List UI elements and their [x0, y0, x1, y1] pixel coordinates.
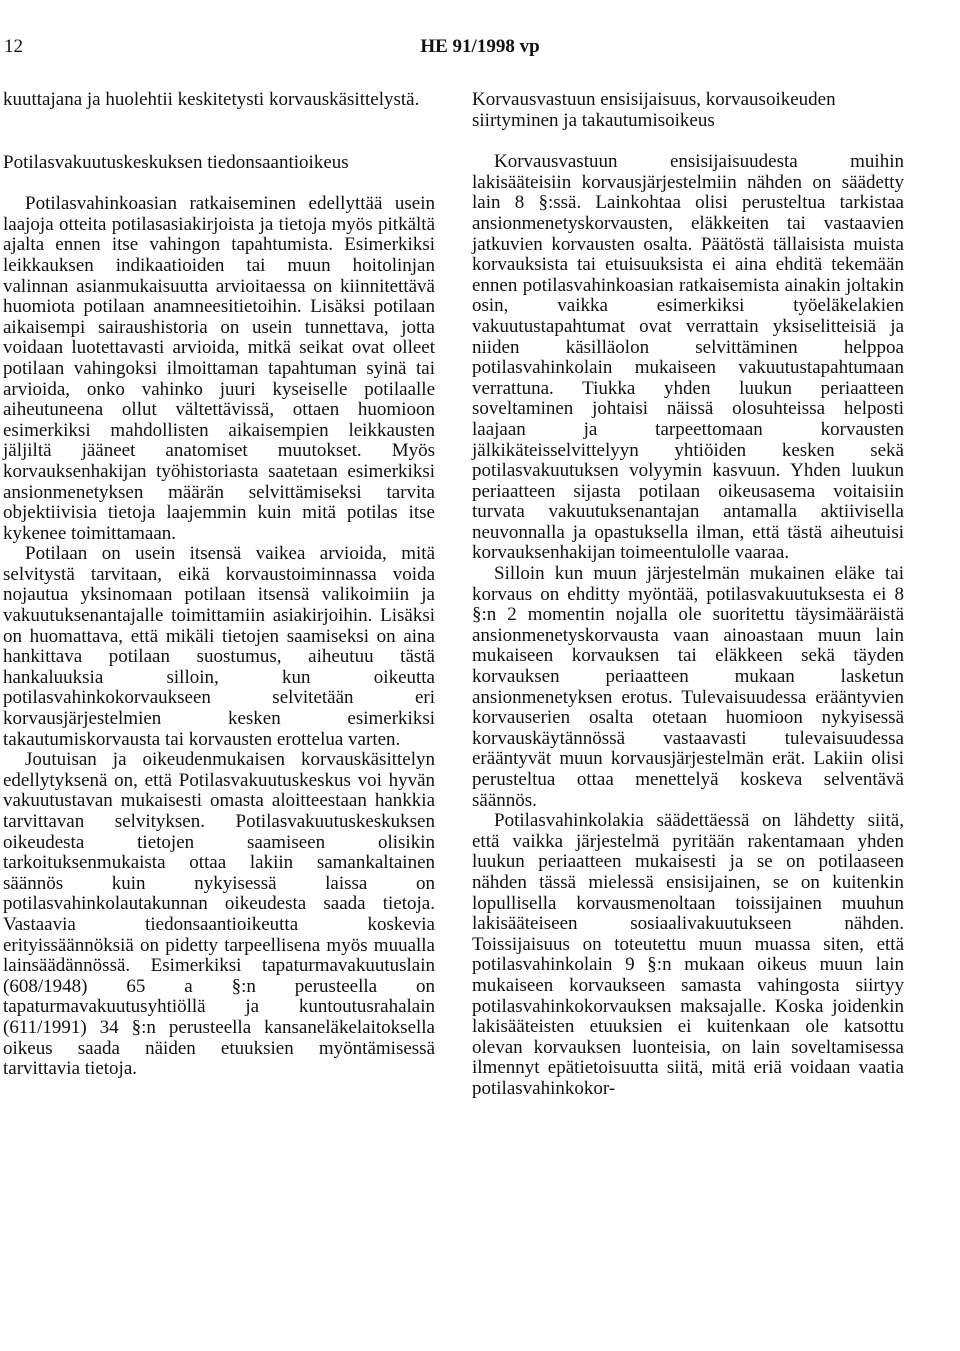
- body-paragraph: Silloin kun muun järjestelmän mukainen eläke tai korvaus on ehditty myöntää, potilasvakuutuksesta ei 8 §:n 2 momentin nojalla ole suoritettu täysimääräistä ansionmenetyskorvausta vaan ainoastaan muun lain mukaiseen korvauksen tai eläkkeen sekä täyden korvauksen periaatteen mukaan lasketun ansionmenetyksen erotus. Tulevaisuudessa erääntyvien korvauserien osalta otetaan huomioon nykyisessä korvauskäytännössä vastaavasti tulevaisuudessa erääntyvät muun korvausjärjestelmän erät. Lakiin olisi perusteltua ottaa menettelyä koskeva selventävä säännös.: [472, 563, 904, 811]
- body-paragraph: Potilaan on usein itsensä vaikea arvioida, mitä selvitystä tarvitaan, eikä korvaustoiminnassa voida nojautua yksinomaan potilaan itsensä valikoimiin ja vakuutuksenantajalle toimittamiin asiakirjoihin. Lisäksi on huomattava, että mikäli tietojen saamiseksi on aina hankittava potilaan suostumus, aiheutuu tästä hankaluuksia silloin, kun oikeutta potilasvahinkokorvaukseen selvitetään eri korvausjärjestelmien kesken esimerkiksi takautumiskorvausta tai korvausten erottelua varten.: [3, 543, 435, 750]
- body-paragraph: Joutuisan ja oikeudenmukaisen korvauskäsittelyn edellytyksenä on, että Potilasvakuutuskeskus voi hyvän vakuutustavan mukaisesti omasta aloitteestaan hankkia tarvittavan selvityksen. Potilasvakuutuskeskuksen oikeudesta tietojen saamiseen olisikin tarkoituksenmukaista ottaa lakiin samankaltainen säännös kuin nykyisessä laissa on potilasvahinkolautakunnan oikeudesta saada tietoja. Vastaavia tiedonsaantioikeutta koskevia erityissäännöksiä on pidetty tarpeellisena myös muualla lainsäädännössä. Esimerkiksi tapaturmavakuutuslain (608/1948) 65 a §:n perusteella on tapaturmavakuutusyhtiöllä ja kuntoutusrahalain (611/1991) 34 §:n perusteella kansaneläkelaitoksella oikeus saada näiden etuuksien myöntämisessä tarvittavia tietoja.: [3, 749, 435, 1080]
- left-column: [3, 90, 435, 1080]
- body-paragraph: Potilasvahinkoasian ratkaiseminen edellyttää usein laajoja otteita potilasasiakirjoista ja tietoja myös pitkältä ajalta ennen itse vahingon tapahtumista. Esimerkiksi leikkauksen indikaatioiden tai muun hoitolinjan valinnan asianmukaisuutta arvioitaessa on kiinnitettävä huomiota potilaan anamneesitietoihin. Lisäksi potilaan aikaisempi sairaushistoria on usein tunnettava, jotta voidaan luotettavasti arvioida, mitkä seikat ovat olleet potilaan vahingoksi ilmoittaman tapahtuman syinä tai arvioida, onko vahinko juuri kyseiselle potilaalle aiheutuneena ollut vältettävissä, ottaen huomioon esimerkiksi mahdollisten aikaisempien leikkausten jäljiltä jääneet anatomiset muutokset. Myös korvauksenhakijan työhistoriasta saatetaan esimerkiksi ansionmenetyksen määrän selvittämiseksi tarvita objektiivisia tietoja laajemmin kuin mitä potilas itse kykenee toimittamaan.: [3, 193, 435, 544]
- spacer: [472, 131, 904, 152]
- document-id: HE 91/1998 vp: [420, 36, 540, 57]
- right-column: [472, 90, 904, 1100]
- section-heading-korvausvastuu: Korvausvastuun ensisijaisuus, korvausoikeuden siirtyminen ja takautumisoikeus: [472, 89, 836, 131]
- body-paragraph: Korvausvastuun ensisijaisuudesta muihin lakisääteisiin korvausjärjestelmiin nähden on säädetty lain 8 §:ssä. Lainkohtaa olisi perusteltua tarkistaa ansionmenetyskorvausten, eläkkeiten tai vastaavien jatkuvien korvausten osalta. Päätöstä tällaisista muista korvauksista tai etuisuuksista ei aina ehditä tekemään ennen potilasvahinkoasian ratkaisemista ainakin joltakin osin, vaikka esimerkiksi työeläkelakien vakuutustapahtumat ovat verrattain yksiselitteisiä ja niiden käsilläolon selvittäminen helppoa potilasvahinkolain mukaiseen vakuutustapahtumaan verrattuna. Tiukka yhden luukun periaatteen soveltaminen johtaisi näissä olosuhteissa helposti laajaan ja tarpeettomaan korvausten jälkikäteisselvittelyyn yhtiöiden kesken sekä potilasvakuutuksen volyymin kasvuun. Yhden luukun periaatteen sijasta potilaan oikeusasema voitaisiin turvata vakuutuksenantajan antamalla aktiivisella neuvonnalla ja opastuksella ilman, että tästä aiheutuisi korvauksenhakijan toimeentulolle vaaraa.: [472, 151, 904, 564]
- body-paragraph: Potilasvahinkolakia säädettäessä on lähdetty siitä, että vaikka järjestelmä pyritään rakentamaan yhden luukun periaatteen mukaisesti ja se on potilaaseen nähden tässä mielessä ensisijainen, se on kuitenkin lopullisella korvausmenoltaan toissijainen muuhun lakisääteiseen sosiaalivakuutukseen nähden. Toissijaisuus on toteutettu muun muassa siten, että potilasvahinkolain 9 §:n mukaan oikeus muun lain mukaiseen korvaukseen samasta vahingosta siirtyy potilasvahinkokorvauksen maksajalle. Koska joidenkin lakisääteisten etuuksien ei kuitenkaan ole katsottu olevan korvauksen luonteisia, on lain soveltamisessa ilmennyt epätietoisuutta siitä, mitä eriä voidaan vaatia potilasvahinkokor-: [472, 810, 904, 1099]
- spacer: [3, 173, 435, 194]
- spacer: [3, 111, 435, 153]
- page-number: 12: [4, 36, 23, 57]
- section-heading-tiedonsaantioikeus: Potilasvakuutuskeskuksen tiedonsaantioikeus: [3, 151, 349, 173]
- intro-paragraph: kuuttajana ja huolehtii keskitetysti korvauskäsittelystä.: [3, 89, 420, 110]
